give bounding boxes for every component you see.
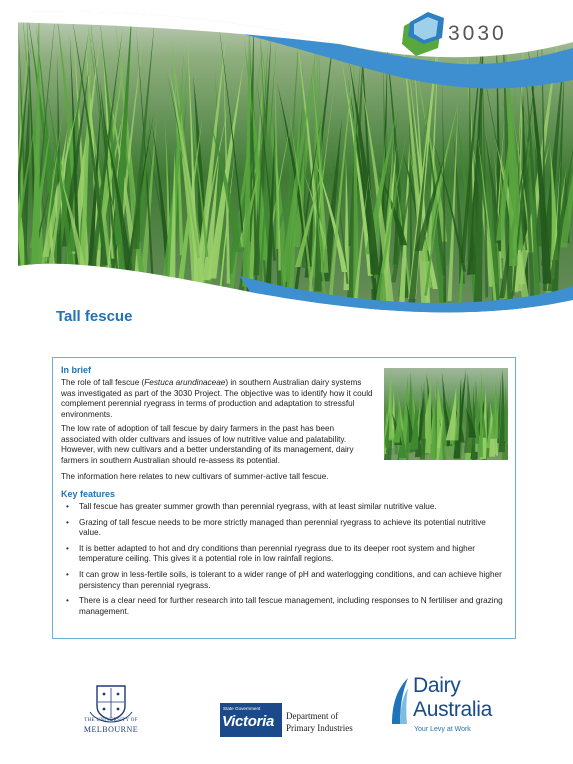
key-features-heading: Key features [61, 489, 116, 499]
dairy-australia-line-1: Dairy [413, 674, 461, 697]
species-name: Festuca arundinaceae [144, 378, 226, 387]
in-brief-paragraph-3: The information here relates to new cultivars of summer-active tall fescue. [61, 472, 329, 481]
victoria-state-government-label: State Government [223, 706, 261, 711]
university-name-line-1: THE UNIVERSITY OF [84, 718, 138, 723]
list-item: • It is better adapted to hot and dry conditions than perennial ryegrass due to its deeper root system and higher temperature ceiling. This gives it a potential role in low rainfall regions. [66, 544, 506, 565]
department-name-line-1: Department of [286, 711, 339, 721]
page-title: Tall fescue [56, 308, 133, 325]
paragraph-text: The role of tall fescue ( [61, 378, 145, 387]
department-name-line-2: Primary Industries [286, 723, 353, 733]
in-brief-paragraph-1 [61, 378, 373, 420]
brand-name: 3030 [448, 22, 507, 45]
university-crest-icon [80, 684, 142, 744]
list-item: • It can grow in less-fertile soils, is tolerant to a wider range of pH and waterlogging conditions, and can achieve higher persistency than perennial ryegrass. [66, 570, 506, 591]
dairy-australia-mark-icon [390, 676, 410, 726]
list-item: • Tall fescue has greater summer growth than perennial ryegrass, with at least similar nutritive value. [66, 502, 506, 513]
dairy-australia-tagline: Your Levy at Work [414, 726, 471, 733]
in-brief-heading: In brief [61, 365, 92, 375]
paragraph-text: ) in southern Australian dairy systems was investigated as part of the 3030 Project. The objective was to identify how it could complement perennial ryegrass in terms of production and adaptation to stressful environments. [61, 378, 373, 419]
dairy-australia-line-2: Australia [413, 698, 493, 721]
victoria-wordmark: Victoria [222, 713, 275, 730]
key-features-list [66, 502, 506, 622]
inset-grass-photo [384, 368, 508, 460]
university-name-line-2: MELBOURNE [83, 725, 139, 734]
list-item: • Grazing of tall fescue needs to be more strictly managed than perennial ryegrass to achieve its potential nutritive value. [66, 518, 506, 539]
in-brief-paragraph-2: The low rate of adoption of tall fescue by dairy farmers in the past has been associated with older cultivars and issues of low nutritive value and palatability. However, with new cultivars and a better understanding of its management, dairy farmers in southern Australian should re-assess its potential. [61, 424, 354, 465]
list-item: • There is a clear need for further research into tall fescue management, including responses to N fertiliser and grazing management. [66, 596, 506, 617]
